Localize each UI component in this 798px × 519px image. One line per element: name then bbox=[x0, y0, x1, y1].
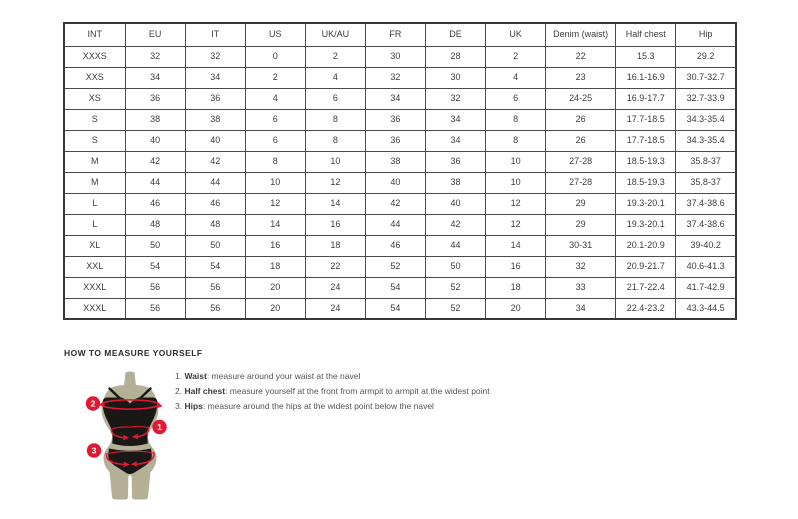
size-table-row bbox=[64, 88, 736, 109]
size-cell: 50 bbox=[425, 256, 485, 277]
badge-chest-number: 2 bbox=[90, 398, 96, 409]
size-cell: 16 bbox=[305, 214, 365, 235]
size-cell: 36 bbox=[125, 88, 185, 109]
size-cell: 10 bbox=[486, 151, 546, 172]
size-cell: 40 bbox=[185, 130, 245, 151]
size-table-row bbox=[64, 256, 736, 277]
size-cell: 44 bbox=[185, 172, 245, 193]
column-header: IT bbox=[185, 23, 245, 46]
size-cell: 22 bbox=[305, 256, 365, 277]
size-cell: 2 bbox=[305, 46, 365, 67]
size-cell: 30 bbox=[365, 46, 425, 67]
size-cell: 22.4-23.2 bbox=[616, 298, 676, 319]
size-cell: 38 bbox=[425, 172, 485, 193]
size-cell: 8 bbox=[486, 130, 546, 151]
size-cell: XXXL bbox=[64, 298, 125, 319]
size-cell: 42 bbox=[425, 214, 485, 235]
size-cell: 40 bbox=[365, 172, 425, 193]
size-cell: 30-31 bbox=[546, 235, 616, 256]
size-cell: 52 bbox=[365, 256, 425, 277]
size-cell: 19.3-20.1 bbox=[616, 193, 676, 214]
size-cell: 15.3 bbox=[616, 46, 676, 67]
size-table-row bbox=[64, 193, 736, 214]
size-cell: 50 bbox=[185, 235, 245, 256]
header-row bbox=[64, 23, 736, 46]
size-cell: 38 bbox=[365, 151, 425, 172]
size-cell: XXS bbox=[64, 67, 125, 88]
size-cell: 21.7-22.4 bbox=[616, 277, 676, 298]
size-cell: 26 bbox=[546, 130, 616, 151]
size-cell: 2 bbox=[486, 46, 546, 67]
size-cell: 29.2 bbox=[676, 46, 736, 67]
size-cell: 8 bbox=[305, 130, 365, 151]
size-cell: 12 bbox=[486, 193, 546, 214]
size-cell: 29 bbox=[546, 193, 616, 214]
measurement-figure-illustration bbox=[78, 368, 198, 503]
size-cell: L bbox=[64, 193, 125, 214]
badge-chest bbox=[86, 396, 100, 410]
size-cell: 16.1-16.9 bbox=[616, 67, 676, 88]
measure-step: 1. Waist: measure around your waist at the navel bbox=[175, 371, 361, 381]
size-cell: 32 bbox=[125, 46, 185, 67]
size-cell: 30 bbox=[425, 67, 485, 88]
size-cell: 27-28 bbox=[546, 172, 616, 193]
size-cell: 6 bbox=[245, 109, 305, 130]
size-cell: 18.5-19.3 bbox=[616, 151, 676, 172]
size-cell: XS bbox=[64, 88, 125, 109]
size-cell: XXL bbox=[64, 256, 125, 277]
size-cell: 28 bbox=[425, 46, 485, 67]
column-header: UK/AU bbox=[305, 23, 365, 46]
size-cell: 14 bbox=[486, 235, 546, 256]
badge-waist-number: 1 bbox=[157, 422, 162, 433]
measure-step: 2. Half chest: measure yourself at the front from armpit to armpit at the widest point bbox=[175, 386, 490, 396]
size-cell: 17.7-18.5 bbox=[616, 109, 676, 130]
size-cell: 56 bbox=[185, 298, 245, 319]
size-cell: 48 bbox=[125, 214, 185, 235]
size-cell: 34 bbox=[365, 88, 425, 109]
size-cell: 40 bbox=[425, 193, 485, 214]
size-cell: 42 bbox=[185, 151, 245, 172]
size-cell: 12 bbox=[305, 172, 365, 193]
size-cell: 24-25 bbox=[546, 88, 616, 109]
size-cell: 30.7-32.7 bbox=[676, 67, 736, 88]
size-cell: 27-28 bbox=[546, 151, 616, 172]
size-cell: 6 bbox=[245, 130, 305, 151]
measure-steps-list bbox=[175, 372, 595, 417]
size-table-row bbox=[64, 67, 736, 88]
size-cell: 10 bbox=[486, 172, 546, 193]
size-cell: 37.4-38.6 bbox=[676, 214, 736, 235]
size-cell: 54 bbox=[125, 256, 185, 277]
camisole-top bbox=[102, 398, 157, 447]
size-cell: 56 bbox=[125, 277, 185, 298]
size-cell: 6 bbox=[305, 88, 365, 109]
size-cell: 54 bbox=[185, 256, 245, 277]
size-cell: 19.3-20.1 bbox=[616, 214, 676, 235]
size-cell: 12 bbox=[486, 214, 546, 235]
size-cell: 32 bbox=[365, 67, 425, 88]
size-cell: 10 bbox=[245, 172, 305, 193]
size-cell: 42 bbox=[125, 151, 185, 172]
size-cell: 12 bbox=[245, 193, 305, 214]
size-cell: 20.9-21.7 bbox=[616, 256, 676, 277]
size-cell: 32 bbox=[185, 46, 245, 67]
size-cell: XXXL bbox=[64, 277, 125, 298]
size-cell: 16 bbox=[486, 256, 546, 277]
badge-hips-number: 3 bbox=[91, 445, 97, 456]
size-cell: XL bbox=[64, 235, 125, 256]
size-cell: 16 bbox=[245, 235, 305, 256]
size-cell: 18 bbox=[305, 235, 365, 256]
size-cell: L bbox=[64, 214, 125, 235]
size-cell: 33 bbox=[546, 277, 616, 298]
size-cell: 34 bbox=[125, 67, 185, 88]
size-table-body bbox=[64, 46, 736, 319]
size-cell: 18 bbox=[486, 277, 546, 298]
size-cell: 46 bbox=[365, 235, 425, 256]
size-cell: 50 bbox=[125, 235, 185, 256]
size-cell: 4 bbox=[486, 67, 546, 88]
column-header: Hip bbox=[676, 23, 736, 46]
badge-hips bbox=[87, 443, 101, 457]
size-cell: 36 bbox=[365, 130, 425, 151]
column-header: FR bbox=[365, 23, 425, 46]
size-cell: 44 bbox=[365, 214, 425, 235]
column-header: Denim (waist) bbox=[546, 23, 616, 46]
size-cell: M bbox=[64, 172, 125, 193]
size-cell: 4 bbox=[245, 88, 305, 109]
size-cell: 14 bbox=[245, 214, 305, 235]
size-cell: 44 bbox=[125, 172, 185, 193]
size-cell: 54 bbox=[365, 277, 425, 298]
size-cell: 34 bbox=[185, 67, 245, 88]
size-cell: 41.7-42.9 bbox=[676, 277, 736, 298]
size-cell: 22 bbox=[546, 46, 616, 67]
size-cell: 42 bbox=[365, 193, 425, 214]
size-cell: 46 bbox=[125, 193, 185, 214]
size-table-row bbox=[64, 214, 736, 235]
size-cell: 24 bbox=[305, 298, 365, 319]
size-cell: 32 bbox=[425, 88, 485, 109]
measure-guide-title: HOW TO MEASURE YOURSELF bbox=[64, 348, 203, 358]
size-table-row bbox=[64, 235, 736, 256]
size-cell: 54 bbox=[365, 298, 425, 319]
size-cell: 34 bbox=[425, 109, 485, 130]
size-cell: 29 bbox=[546, 214, 616, 235]
size-cell: 20 bbox=[245, 298, 305, 319]
size-cell: 46 bbox=[185, 193, 245, 214]
size-table-header bbox=[64, 23, 736, 46]
size-cell: 40.6-41.3 bbox=[676, 256, 736, 277]
size-cell: 34 bbox=[425, 130, 485, 151]
size-cell: S bbox=[64, 130, 125, 151]
size-cell: S bbox=[64, 109, 125, 130]
size-cell: 43.3-44.5 bbox=[676, 298, 736, 319]
size-cell: 39-40.2 bbox=[676, 235, 736, 256]
size-cell: 8 bbox=[305, 109, 365, 130]
size-cell: 24 bbox=[305, 277, 365, 298]
size-table-row bbox=[64, 130, 736, 151]
size-cell: 23 bbox=[546, 67, 616, 88]
size-cell: 34.3-35.4 bbox=[676, 130, 736, 151]
badge-waist bbox=[152, 420, 166, 434]
size-cell: 52 bbox=[425, 277, 485, 298]
size-cell: 2 bbox=[245, 67, 305, 88]
size-cell: 32 bbox=[546, 256, 616, 277]
size-cell: 44 bbox=[425, 235, 485, 256]
size-cell: 38 bbox=[125, 109, 185, 130]
size-cell: 8 bbox=[486, 109, 546, 130]
size-cell: 0 bbox=[245, 46, 305, 67]
size-cell: 8 bbox=[245, 151, 305, 172]
column-header: Half chest bbox=[616, 23, 676, 46]
size-cell: 14 bbox=[305, 193, 365, 214]
size-cell: 20 bbox=[245, 277, 305, 298]
size-cell: 32.7-33.9 bbox=[676, 88, 736, 109]
size-cell: 17.7-18.5 bbox=[616, 130, 676, 151]
size-cell: XXXS bbox=[64, 46, 125, 67]
size-cell: 35.8-37 bbox=[676, 172, 736, 193]
size-cell: 16.9-17.7 bbox=[616, 88, 676, 109]
size-cell: M bbox=[64, 151, 125, 172]
column-header: UK bbox=[486, 23, 546, 46]
size-cell: 36 bbox=[185, 88, 245, 109]
size-cell: 56 bbox=[125, 298, 185, 319]
size-cell: 56 bbox=[185, 277, 245, 298]
size-cell: 18.5-19.3 bbox=[616, 172, 676, 193]
size-table-row bbox=[64, 151, 736, 172]
size-cell: 35.8-37 bbox=[676, 151, 736, 172]
size-cell: 18 bbox=[245, 256, 305, 277]
measure-step: 3. Hips: measure around the hips at the widest point below the navel bbox=[175, 401, 434, 411]
size-cell: 20 bbox=[486, 298, 546, 319]
column-header: DE bbox=[425, 23, 485, 46]
size-cell: 20.1-20.9 bbox=[616, 235, 676, 256]
size-cell: 36 bbox=[365, 109, 425, 130]
size-table-row bbox=[64, 46, 736, 67]
size-cell: 38 bbox=[185, 109, 245, 130]
size-cell: 10 bbox=[305, 151, 365, 172]
size-table-row bbox=[64, 172, 736, 193]
size-table-row bbox=[64, 298, 736, 319]
size-cell: 34.3-35.4 bbox=[676, 109, 736, 130]
column-header: US bbox=[245, 23, 305, 46]
column-header: INT bbox=[64, 23, 125, 46]
size-cell: 48 bbox=[185, 214, 245, 235]
size-cell: 36 bbox=[425, 151, 485, 172]
size-cell: 6 bbox=[486, 88, 546, 109]
size-cell: 26 bbox=[546, 109, 616, 130]
size-cell: 40 bbox=[125, 130, 185, 151]
size-conversion-table bbox=[63, 22, 737, 320]
size-cell: 34 bbox=[546, 298, 616, 319]
mannequin-neck bbox=[124, 372, 136, 387]
column-header: EU bbox=[125, 23, 185, 46]
size-cell: 52 bbox=[425, 298, 485, 319]
size-table-row bbox=[64, 109, 736, 130]
size-cell: 4 bbox=[305, 67, 365, 88]
size-table-row bbox=[64, 277, 736, 298]
size-cell: 37.4-38.6 bbox=[676, 193, 736, 214]
mannequin-figure-icon bbox=[78, 368, 198, 503]
